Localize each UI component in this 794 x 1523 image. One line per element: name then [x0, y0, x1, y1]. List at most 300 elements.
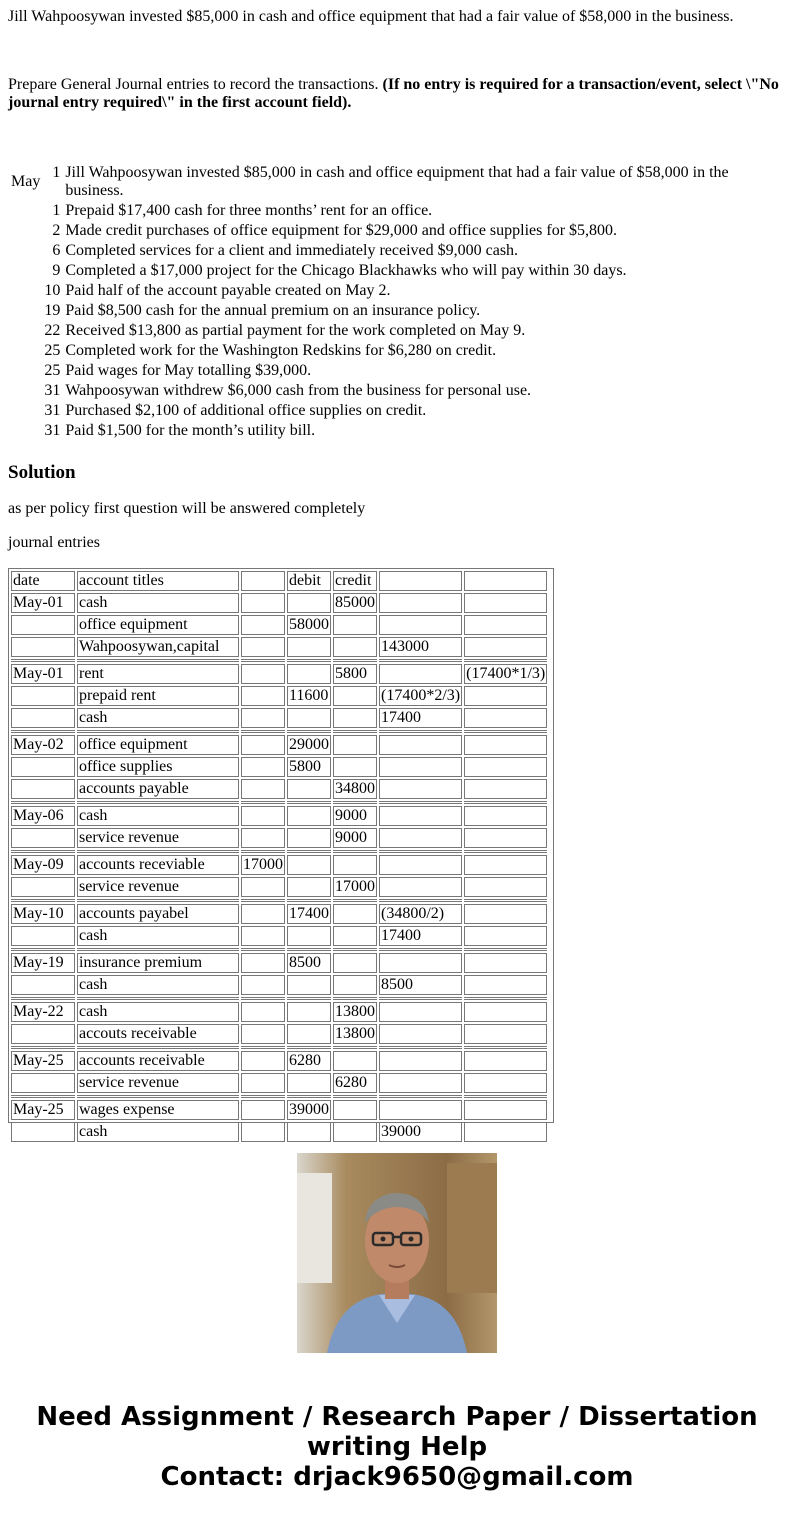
journal-cell — [241, 953, 285, 973]
journal-cell — [464, 735, 547, 755]
journal-cell — [11, 637, 75, 657]
journal-cell — [241, 1002, 285, 1022]
transaction-row — [10, 242, 782, 260]
journal-cell — [11, 877, 75, 897]
transaction-text: Completed a $17,000 project for the Chicago Blackhawks who will pay within 30 days. — [65, 262, 627, 279]
journal-row — [11, 1122, 547, 1142]
transaction-month-empty — [10, 362, 41, 380]
transaction-text: Received $13,800 as partial payment for the work completed on May 9. — [65, 322, 526, 339]
journal-row — [11, 926, 547, 946]
journal-cell — [241, 877, 285, 897]
separator-cell — [11, 659, 75, 662]
journal-cell — [287, 975, 331, 995]
separator-cell — [77, 659, 239, 662]
separator-cell — [241, 659, 285, 662]
transaction-text: Paid $8,500 cash for the annual premium on an insurance policy. — [65, 302, 481, 319]
separator-cell — [11, 1095, 75, 1098]
journal-cell — [379, 735, 462, 755]
journal-cell: 39000 — [379, 1122, 462, 1142]
journal-cell — [241, 1024, 285, 1044]
journal-cell — [241, 806, 285, 826]
journal-row — [11, 975, 547, 995]
journal-cell — [333, 686, 377, 706]
transaction-row — [10, 202, 782, 220]
journal-cell — [464, 806, 547, 826]
transaction-row — [10, 422, 782, 440]
journal-cell: 13800 — [335, 1003, 375, 1020]
promo-line-2: writing Help — [306, 1432, 488, 1462]
journal-cell: 11600 — [287, 686, 331, 706]
separator-cell — [11, 730, 75, 733]
transaction-month-empty — [10, 222, 41, 240]
transaction-day: 22 — [44, 322, 61, 339]
journal-cell: 9000 — [333, 828, 377, 848]
journal-cell: 8500 — [287, 953, 331, 973]
journal-entry-separator — [11, 1095, 547, 1098]
separator-cell — [77, 850, 239, 853]
transaction-row — [10, 322, 782, 340]
separator-cell — [379, 997, 462, 1000]
journal-cell — [241, 1100, 285, 1120]
journal-cell: 6280 — [287, 1051, 331, 1071]
journal-cell — [464, 1122, 547, 1142]
transaction-month-empty — [10, 422, 41, 440]
journal-cell — [464, 1073, 547, 1093]
transaction-row — [10, 362, 782, 380]
separator-cell — [287, 1046, 331, 1049]
journal-row — [11, 1002, 547, 1022]
separator-cell — [11, 801, 75, 804]
separator-cell — [241, 730, 285, 733]
separator-cell — [77, 801, 239, 804]
journal-row — [11, 735, 547, 755]
separator-cell — [333, 659, 377, 662]
journal-cell — [11, 975, 75, 995]
separator-cell — [333, 850, 377, 853]
journal-cell — [11, 686, 75, 706]
separator-cell — [287, 659, 331, 662]
journal-cell: 9000 — [333, 806, 377, 826]
journal-row — [11, 1051, 547, 1071]
separator-cell — [287, 801, 331, 804]
journal-cell: cash — [77, 926, 239, 946]
transaction-row — [10, 382, 782, 400]
journal-row — [11, 877, 547, 897]
transaction-day: 10 — [44, 282, 61, 299]
journal-cell: rent — [77, 664, 239, 684]
journal-cell: office supplies — [77, 757, 239, 777]
journal-cell — [11, 1122, 75, 1142]
journal-cell — [241, 757, 285, 777]
journal-cell — [464, 877, 547, 897]
journal-cell — [287, 1024, 331, 1044]
journal-entry-separator — [11, 659, 547, 662]
transaction-month-empty — [10, 282, 41, 300]
separator-cell — [287, 948, 331, 951]
instructions-bold: (If no entry is required for a transaction/event, select \"No journal entry required\" in the first account field). — [8, 76, 779, 111]
transaction-row — [10, 302, 782, 320]
journal-cell: 5800 — [287, 757, 331, 777]
journal-cell — [11, 615, 75, 635]
journal-header-cell: date — [11, 571, 75, 591]
journal-cell: cash — [77, 708, 239, 728]
journal-cell — [241, 779, 285, 799]
transaction-text: Paid half of the account payable created on May 2. — [65, 282, 391, 299]
journal-row — [11, 593, 547, 613]
journal-cell: 17400 — [379, 708, 462, 728]
journal-entry-separator — [11, 850, 547, 853]
journal-cell: insurance premium — [77, 953, 239, 973]
journal-cell — [464, 953, 547, 973]
journal-cell — [287, 855, 331, 875]
journal-entry-separator — [11, 997, 547, 1000]
journal-cell: 17400 — [379, 926, 462, 946]
journal-cell — [379, 1051, 462, 1071]
journal-cell — [464, 708, 547, 728]
transaction-month-empty — [10, 302, 41, 320]
journal-header-row — [11, 571, 547, 591]
separator-cell — [464, 1095, 547, 1098]
transaction-day: 25 — [44, 362, 61, 379]
journal-cell: accounts payabel — [77, 904, 239, 924]
transaction-text: Prepaid $17,400 cash for three months’ rent for an office. — [65, 202, 433, 219]
journal-cell: 13800 — [335, 1025, 375, 1042]
journal-cell — [11, 757, 75, 777]
journal-cell — [379, 615, 462, 635]
journal-row — [11, 1024, 547, 1044]
journal-row — [11, 757, 547, 777]
journal-cell: service revenue — [77, 828, 239, 848]
journal-header-cell: account titles — [77, 571, 239, 591]
transactions-table — [8, 162, 784, 442]
journal-row — [11, 637, 547, 657]
journal-cell — [333, 708, 377, 728]
separator-cell — [333, 1095, 377, 1098]
separator-cell — [241, 801, 285, 804]
separator-cell — [287, 899, 331, 902]
journal-cell — [464, 1024, 547, 1044]
transaction-row — [10, 222, 782, 240]
transaction-day: 1 — [52, 164, 61, 181]
separator-cell — [379, 659, 462, 662]
journal-cell: prepaid rent — [77, 686, 239, 706]
journal-row — [11, 615, 547, 635]
transaction-text: Purchased $2,100 of additional office supplies on credit. — [65, 402, 427, 419]
journal-cell — [379, 953, 462, 973]
separator-cell — [464, 801, 547, 804]
journal-cell: May-25 — [11, 1051, 75, 1071]
separator-cell — [77, 1095, 239, 1098]
journal-cell — [464, 615, 547, 635]
journal-cell — [241, 1073, 285, 1093]
separator-cell — [333, 948, 377, 951]
journal-row — [11, 1073, 547, 1093]
separator-cell — [241, 1046, 285, 1049]
journal-cell — [464, 1002, 547, 1022]
journal-row — [11, 904, 547, 924]
journal-cell: (17400*2/3) — [381, 687, 461, 704]
separator-cell — [11, 899, 75, 902]
journal-row — [11, 806, 547, 826]
transaction-month-empty — [10, 342, 41, 360]
journal-cell: cash — [77, 806, 239, 826]
journal-cell — [333, 975, 377, 995]
journal-cell — [11, 779, 75, 799]
journal-cell — [333, 1051, 377, 1071]
transaction-row — [10, 342, 782, 360]
intro-text: Jill Wahpoosywan invested $85,000 in cash and office equipment that had a fair value of $58,000 in the business. — [8, 8, 734, 25]
journal-cell: 58000 — [289, 616, 329, 633]
policy-note: as per policy first question will be answered completely — [8, 500, 366, 517]
separator-cell — [77, 1046, 239, 1049]
journal-cell: cash — [77, 975, 239, 995]
journal-cell: 85000 — [335, 594, 375, 611]
separator-cell — [11, 948, 75, 951]
transaction-day: 25 — [44, 342, 61, 359]
transaction-day: 6 — [52, 242, 61, 259]
avatar-illustration — [297, 1153, 497, 1353]
journal-row — [11, 953, 547, 973]
journal-cell: 8500 — [379, 975, 462, 995]
separator-cell — [464, 1046, 547, 1049]
journal-cell: 6280 — [333, 1073, 377, 1093]
journal-entry-separator — [11, 801, 547, 804]
journal-cell — [333, 953, 377, 973]
journal-cell: May-19 — [11, 953, 75, 973]
separator-cell — [11, 1046, 75, 1049]
separator-cell — [464, 850, 547, 853]
transaction-day: 31 — [44, 402, 61, 419]
person-photo-icon — [297, 1153, 497, 1353]
journal-row — [11, 1100, 547, 1120]
transaction-day: 2 — [52, 222, 61, 239]
journal-cell — [287, 828, 331, 848]
journal-cell — [379, 855, 462, 875]
separator-cell — [287, 730, 331, 733]
separator-cell — [379, 1046, 462, 1049]
transaction-month: May — [11, 173, 41, 190]
journal-scroll-frame[interactable] — [8, 568, 554, 1140]
journal-cell — [379, 664, 462, 684]
journal-cell — [464, 757, 547, 777]
transaction-day: 31 — [44, 382, 61, 399]
transaction-month-empty — [10, 202, 41, 220]
journal-cell: 143000 — [379, 637, 462, 657]
transaction-row — [10, 164, 782, 200]
separator-cell — [287, 1095, 331, 1098]
journal-cell — [241, 926, 285, 946]
journal-entry-separator — [11, 1046, 547, 1049]
journal-cell: service revenue — [77, 1073, 239, 1093]
journal-cell — [333, 926, 377, 946]
separator-cell — [77, 899, 239, 902]
journal-cell: accounts receivable — [77, 1051, 239, 1071]
journal-cell — [333, 637, 377, 657]
transaction-text: Made credit purchases of office equipment for $29,000 and office supplies for $5,800. — [65, 222, 618, 239]
journal-row — [11, 686, 547, 706]
journal-cell — [333, 615, 377, 635]
solution-heading: Solution — [8, 462, 76, 483]
separator-cell — [11, 997, 75, 1000]
journal-cell — [11, 1073, 75, 1093]
promo-line-1: Need Assignment / Research Paper / Dissertation — [36, 1402, 758, 1432]
separator-cell — [333, 899, 377, 902]
separator-cell — [464, 730, 547, 733]
transaction-text: Completed work for the Washington Redskins for $6,280 on credit. — [65, 342, 497, 359]
journal-cell: accounts payable — [77, 779, 239, 799]
transaction-row — [10, 402, 782, 420]
journal-cell: May-09 — [11, 855, 75, 875]
journal-cell: May-22 — [11, 1002, 75, 1022]
journal-row — [11, 708, 547, 728]
journal-cell — [464, 975, 547, 995]
journal-row — [11, 779, 547, 799]
journal-cell: Wahpoosywan,capital — [77, 637, 239, 657]
promo-banner — [0, 1402, 794, 1492]
journal-row — [11, 828, 547, 848]
journal-cell: 17000 — [335, 878, 375, 895]
separator-cell — [379, 899, 462, 902]
journal-cell — [287, 926, 331, 946]
separator-cell — [241, 1095, 285, 1098]
separator-cell — [241, 948, 285, 951]
journal-cell: 5800 — [333, 664, 377, 684]
journal-entry-separator — [11, 948, 547, 951]
separator-cell — [287, 997, 331, 1000]
journal-cell — [464, 593, 547, 613]
journal-cell: May-01 — [11, 664, 75, 684]
journal-header-cell: credit — [333, 571, 377, 591]
journal-cell — [464, 1051, 547, 1071]
journal-cell — [379, 828, 462, 848]
journal-cell — [287, 708, 331, 728]
journal-cell: 29000 — [289, 736, 329, 753]
journal-cell — [241, 1122, 285, 1142]
journal-cell: wages expense — [77, 1100, 239, 1120]
transaction-month-empty — [10, 262, 41, 280]
journal-cell — [333, 1100, 377, 1120]
transaction-month-empty — [10, 402, 41, 420]
journal-cell — [241, 708, 285, 728]
journal-cell: accounts receviable — [77, 855, 239, 875]
journal-cell — [11, 708, 75, 728]
journal-cell — [379, 1073, 462, 1093]
journal-cell — [241, 1051, 285, 1071]
journal-cell — [241, 828, 285, 848]
journal-cell — [241, 686, 285, 706]
journal-cell — [11, 926, 75, 946]
journal-cell — [11, 1024, 75, 1044]
journal-cell — [379, 779, 462, 799]
journal-cell — [379, 1100, 462, 1120]
separator-cell — [464, 899, 547, 902]
journal-cell — [464, 855, 547, 875]
separator-cell — [379, 801, 462, 804]
journal-cell — [241, 664, 285, 684]
transaction-text: Jill Wahpoosywan invested $85,000 in cash and office equipment that had a fair value of $58,000 in the business. — [65, 164, 729, 199]
journal-cell — [241, 904, 285, 924]
journal-cell — [241, 735, 285, 755]
journal-cell — [333, 735, 377, 755]
journal-cell — [464, 779, 547, 799]
journal-cell — [464, 828, 547, 848]
transaction-text: Paid wages for May totalling $39,000. — [65, 362, 312, 379]
transaction-month-empty — [10, 382, 41, 400]
journal-cell — [333, 855, 377, 875]
journal-row — [11, 664, 547, 684]
journal-cell: 34800 — [335, 780, 375, 797]
journal-cell — [379, 757, 462, 777]
journal-cell — [464, 637, 547, 657]
promo-contact[interactable]: Contact: drjack9650@gmail.com — [160, 1462, 634, 1492]
separator-cell — [333, 801, 377, 804]
transaction-day: 19 — [44, 302, 61, 319]
journal-cell — [379, 806, 462, 826]
journal-cell: May-06 — [11, 806, 75, 826]
journal-cell — [241, 637, 285, 657]
journal-header-cell — [379, 571, 462, 591]
journal-cell — [379, 1002, 462, 1022]
transaction-month-empty — [10, 322, 41, 340]
journal-cell — [287, 1002, 331, 1022]
journal-row — [11, 855, 547, 875]
instructions — [8, 76, 784, 112]
separator-cell — [241, 997, 285, 1000]
separator-cell — [379, 948, 462, 951]
separator-cell — [379, 1095, 462, 1098]
separator-cell — [77, 997, 239, 1000]
separator-cell — [241, 899, 285, 902]
separator-cell — [464, 659, 547, 662]
transaction-row — [10, 282, 782, 300]
journal-cell: May-01 — [11, 593, 75, 613]
separator-cell — [333, 730, 377, 733]
journal-cell: (17400*1/3) — [466, 665, 546, 682]
journal-cell: cash — [77, 1122, 239, 1142]
journal-cell — [333, 904, 377, 924]
transaction-day: 1 — [52, 202, 61, 219]
journal-table — [9, 569, 549, 1144]
separator-cell — [333, 997, 377, 1000]
journal-label: journal entries — [8, 534, 100, 551]
journal-cell: cash — [77, 1002, 239, 1022]
journal-cell: service revenue — [77, 877, 239, 897]
journal-cell: (34800/2) — [379, 904, 462, 924]
journal-cell: 39000 — [289, 1101, 329, 1118]
journal-cell — [241, 615, 285, 635]
journal-cell — [241, 593, 285, 613]
separator-cell — [77, 948, 239, 951]
journal-cell: May-25 — [11, 1100, 75, 1120]
journal-cell — [241, 975, 285, 995]
transaction-text: Paid $1,500 for the month’s utility bill. — [65, 422, 316, 439]
journal-cell: office equipment — [77, 735, 239, 755]
journal-header-cell — [464, 571, 547, 591]
journal-cell — [287, 1122, 331, 1142]
journal-cell — [333, 757, 377, 777]
journal-cell — [379, 1024, 462, 1044]
journal-cell — [287, 877, 331, 897]
journal-cell — [464, 686, 547, 706]
separator-cell — [464, 948, 547, 951]
journal-header-cell: debit — [287, 571, 331, 591]
transaction-text: Completed services for a client and immediately received $9,000 cash. — [65, 242, 519, 259]
journal-cell — [379, 593, 462, 613]
journal-cell — [464, 904, 547, 924]
transaction-day: 31 — [44, 422, 61, 439]
journal-entry-separator — [11, 730, 547, 733]
journal-cell — [11, 828, 75, 848]
